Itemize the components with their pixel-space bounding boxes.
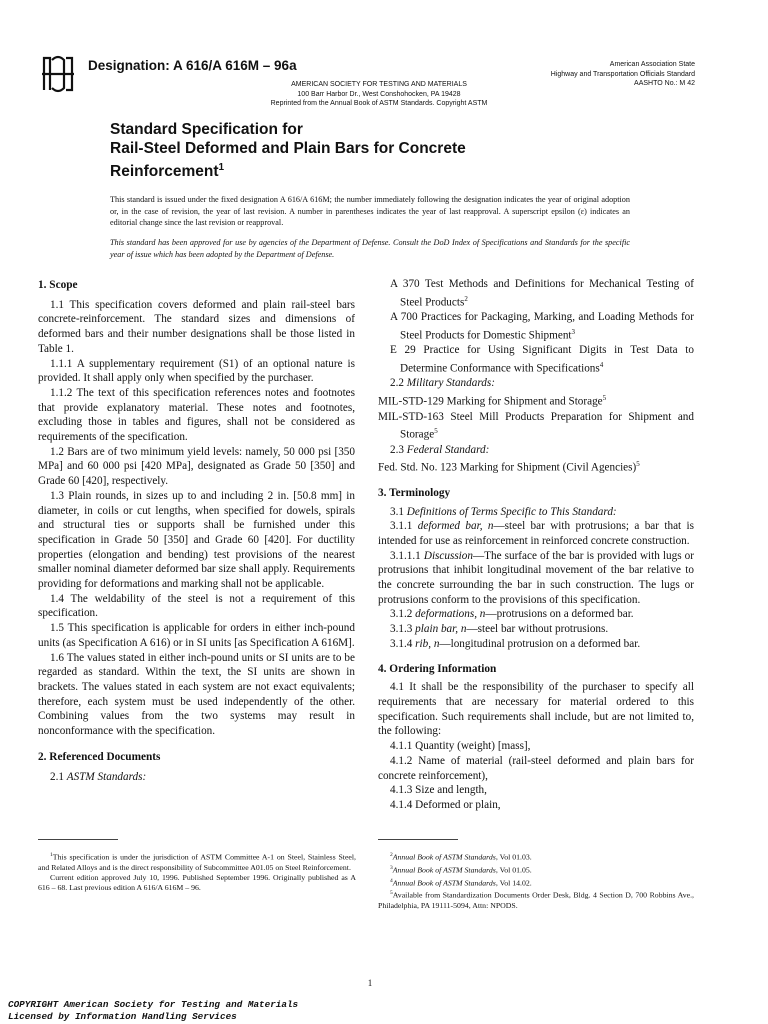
- copyright-notice: [8, 999, 298, 1023]
- paragraph: 1.6 The values stated in either inch-pound units or SI units are to be regarded as standard. Within the text, the SI units are shown in brackets. The values stated in each system are not exact equivalents; therefore, each system must be used independently of the other. Combining values from the two systems may result in nonconformance with the specification.: [38, 651, 355, 738]
- clause-number: 3.1.2: [390, 608, 413, 621]
- paragraph: [38, 770, 355, 785]
- publisher-block: [250, 80, 508, 109]
- footnote-mark: 5: [390, 890, 393, 897]
- footnote-mark: 5: [602, 394, 607, 403]
- footnote: Current edition approved July 10, 1996. Published September 1996. Originally published as A 616 – 68. Last previous edition A 616/A 616M – 96.: [38, 873, 356, 893]
- clause-number: 3.1.1: [390, 520, 413, 533]
- footnote: [378, 876, 694, 889]
- subsection-title: ASTM Standards:: [66, 770, 147, 783]
- footnote-mark: 1: [50, 852, 53, 858]
- designation-notice: This standard is issued under the fixed designation A 616/A 616M; the number immediately following the designation indicates the year of original adoption or, in the case of revision, the year of last revision. A number in parentheses indicates the year of last reapproval. A superscript epsilon (ε) indicates an editorial change since the last revision or reapproval.: [110, 195, 630, 228]
- paragraph: 1.4 The weldability of the steel is not a requirement of this specification.: [38, 592, 355, 620]
- footnote: [38, 850, 356, 873]
- definition: [378, 637, 694, 652]
- reference-text: MIL-STD-163 Steel Mill Products Preparation for Shipment and Storage: [378, 410, 694, 441]
- reference-item: [378, 277, 694, 310]
- title-line: Rail-Steel Deformed and Plain Bars for Concrete: [110, 140, 466, 157]
- section-heading: 3. Terminology: [378, 486, 451, 499]
- section-heading: 2. Referenced Documents: [38, 750, 161, 763]
- section-heading: 1. Scope: [38, 279, 78, 291]
- definition: [378, 622, 694, 637]
- paragraph: 1.1.1 A supplementary requirement (S1) of an optional nature is provided. It shall apply only when specified by the purchaser.: [38, 357, 355, 385]
- footnote-book: Annual Book of ASTM Standards: [392, 878, 496, 888]
- footnote-text: This specification is under the jurisdiction of ASTM Committee A-1 on Steel, Stainless Steel, and Related Alloys and is the direct responsibility of Subcommittee A01.05 on Steel Reinforcement.: [38, 852, 356, 872]
- subsection-title: Military Standards:: [406, 377, 495, 390]
- clause-number: 2.2: [390, 377, 404, 390]
- org-address: 100 Barr Harbor Dr., West Conshohocken, PA 19428: [297, 90, 461, 98]
- paragraph: 1.2 Bars are of two minimum yield levels: namely, 50 000 psi [350 MPa] and 60 000 psi [420 MPa], designated as Grade 50 [350] and Grade 60 [420], respectively.: [38, 445, 355, 488]
- clause-number: 3.1.3: [390, 623, 413, 636]
- list-item: 4.1.4 Deformed or plain,: [390, 798, 501, 811]
- aashto-block: [495, 60, 695, 89]
- reference-item: [378, 343, 694, 376]
- footnote-text: Available from Standardization Documents Order Desk, Bldg. 4 Section D, 700 Robbins Ave., Philadelphia, PA 19111-5094, Attn: NPODS.: [378, 890, 694, 911]
- paragraph: 1.3 Plain rounds, in sizes up to and including 2 in. [50.8 mm] in diameter, in coils or cut lengths, when specified for dowels, spirals and structural ties or supports shall be furnished under this specification in Grade 50 [350] and Grade 60 [420]. For ductility properties (elongation and bending) test provisions of the nearest smaller nominal diameter deformed bar size shall apply. Requirements providing for deformations and marking shall not be applicable.: [38, 489, 355, 591]
- footnotes-right: [378, 850, 694, 911]
- footnote-volume: , Vol 01.05.: [495, 865, 532, 875]
- footnote-mark: 3: [390, 864, 393, 871]
- footnote-book: Annual Book of ASTM Standards: [392, 852, 496, 862]
- footnote: [378, 888, 694, 911]
- paragraph: 1.5 This specification is applicable for orders in either inch-pound units (as Specification A 616) or in SI units [as Specification A 616M].: [38, 622, 355, 649]
- reference-item: [378, 410, 694, 443]
- definition-text: —protrusions on a deformed bar.: [485, 608, 634, 621]
- definition: [378, 549, 694, 608]
- aashto-line: Highway and Transportation Officials Standard: [550, 70, 695, 78]
- list-item: 4.1.1 Quantity (weight) [mass],: [390, 740, 531, 753]
- footnote-mark: 5: [434, 427, 438, 436]
- reference-text: A 700 Practices for Packaging, Marking, and Loading Methods for Steel Products for Domestic Shipment: [390, 311, 694, 342]
- footnote-mark: 4: [599, 360, 604, 369]
- reference-text: Fed. Std. No. 123 Marking for Shipment (Civil Agencies): [378, 462, 637, 475]
- paragraph: 1.1 This specification covers deformed and plain rail-steel bars concrete-reinforcement. The standard sizes and dimensions of deformed bars and their number designations shall be those listed in Table 1.: [38, 298, 355, 355]
- reference-item: [378, 457, 694, 475]
- list-item: 4.1.2 Name of material (rail-steel deformed and plain bars for concrete reinforcement),: [378, 754, 694, 782]
- reference-text: E 29 Practice for Using Significant Digits in Test Data to Determine Conformance with Specifications: [390, 344, 694, 375]
- designation: Designation: A 616/A 616M – 96a: [88, 58, 297, 73]
- org-name: AMERICAN SOCIETY FOR TESTING AND MATERIALS: [291, 81, 467, 88]
- left-column: [38, 278, 355, 784]
- definition-text: —The surface of the bar is provided with lugs or protrusions that inhibit longitudinal movement of the bar relative to the concrete surrounding the bar in such construction. The lugs or protrusions conform to the provisions of this specification.: [378, 549, 694, 606]
- reference-text: MIL-STD-129 Marking for Shipment and Storage: [378, 395, 603, 408]
- paragraph: 1.1.2 The text of this specification references notes and footnotes that provide explanatory material. These notes and footnotes, excluding those in tables and figures, shall not be considered as requirements of the specification.: [38, 386, 355, 444]
- right-column: [378, 277, 694, 813]
- reference-text: A 370 Test Methods and Definitions for Mechanical Testing of Steel Products: [390, 278, 694, 309]
- footnote-volume: , Vol 14.02.: [495, 878, 532, 888]
- clause-number: 2.1: [50, 770, 64, 783]
- clause-number: 3.1.1.1: [390, 549, 421, 562]
- clause-number: 3.1: [390, 505, 404, 518]
- footnote-divider: [38, 839, 118, 840]
- copyright-line: COPYRIGHT American Society for Testing and Materials: [8, 999, 299, 1010]
- defined-term: rib, n: [415, 637, 440, 650]
- paragraph: [378, 443, 694, 458]
- license-line: Licensed by Information Handling Services: [8, 1011, 237, 1022]
- document-title: [110, 120, 590, 181]
- definition: [378, 519, 694, 548]
- defined-term: deformed bar, n: [417, 520, 494, 533]
- aashto-line: American Association State: [609, 61, 695, 68]
- defined-term: plain bar, n: [415, 623, 467, 636]
- footnote: [378, 850, 694, 863]
- defined-term: deformations, n: [415, 608, 486, 621]
- footnote-mark: 5: [636, 460, 640, 469]
- reference-item: [378, 391, 694, 409]
- footnote-mark: 3: [571, 327, 576, 336]
- title-line: Standard Specification for: [110, 121, 303, 138]
- definition-text: —longitudinal protrusion on a deformed bar.: [439, 637, 641, 650]
- footnote-book: Annual Book of ASTM Standards: [392, 865, 496, 875]
- definition-text: —steel bar without protrusions.: [466, 623, 609, 636]
- definition: [378, 607, 694, 622]
- section-heading: 4. Ordering Information: [378, 662, 497, 675]
- clause-number: 2.3: [390, 443, 404, 456]
- paragraph: [378, 505, 694, 520]
- clause-number: 3.1.4: [390, 637, 413, 650]
- reference-item: [378, 310, 694, 343]
- defined-term: Discussion: [423, 549, 473, 562]
- footnote-mark: 1: [218, 162, 225, 173]
- footnote-volume: , Vol 01.03.: [495, 852, 532, 862]
- paragraph: [378, 376, 694, 391]
- subsection-title: Definitions of Terms Specific to This Standard:: [406, 505, 617, 518]
- footnote-mark: 4: [390, 877, 393, 884]
- page-number: 1: [367, 978, 373, 988]
- dod-note: This standard has been approved for use by agencies of the Department of Defense. Consult the DoD Index of Specifications and Standards for the specific year of issue which has been adopted by the Department of Defense.: [110, 238, 630, 259]
- title-line: Reinforcement: [110, 163, 219, 181]
- footnote-mark: 2: [464, 294, 468, 303]
- footnote-mark: 2: [390, 852, 393, 858]
- paragraph: 4.1 It shall be the responsibility of the purchaser to specify all requirements that are necessary for material ordered to this specification. Such requirements shall include, but are not limited to, the following:: [378, 681, 694, 738]
- definition-text: —steel bar with protrusions; a bar that is intended for use as reinforcement in reinforced concrete construction.: [378, 520, 694, 547]
- reprint-note: Reprinted from the Annual Book of ASTM Standards. Copyright ASTM: [270, 100, 488, 107]
- footnotes-left: [38, 850, 356, 893]
- footnote-divider: [378, 839, 458, 840]
- footnote: [378, 863, 694, 876]
- astm-logo-icon: [38, 50, 78, 96]
- subsection-title: Federal Standard:: [406, 443, 490, 456]
- aashto-number: AASHTO No.: M 42: [634, 80, 695, 87]
- list-item: 4.1.3 Size and length,: [390, 784, 487, 797]
